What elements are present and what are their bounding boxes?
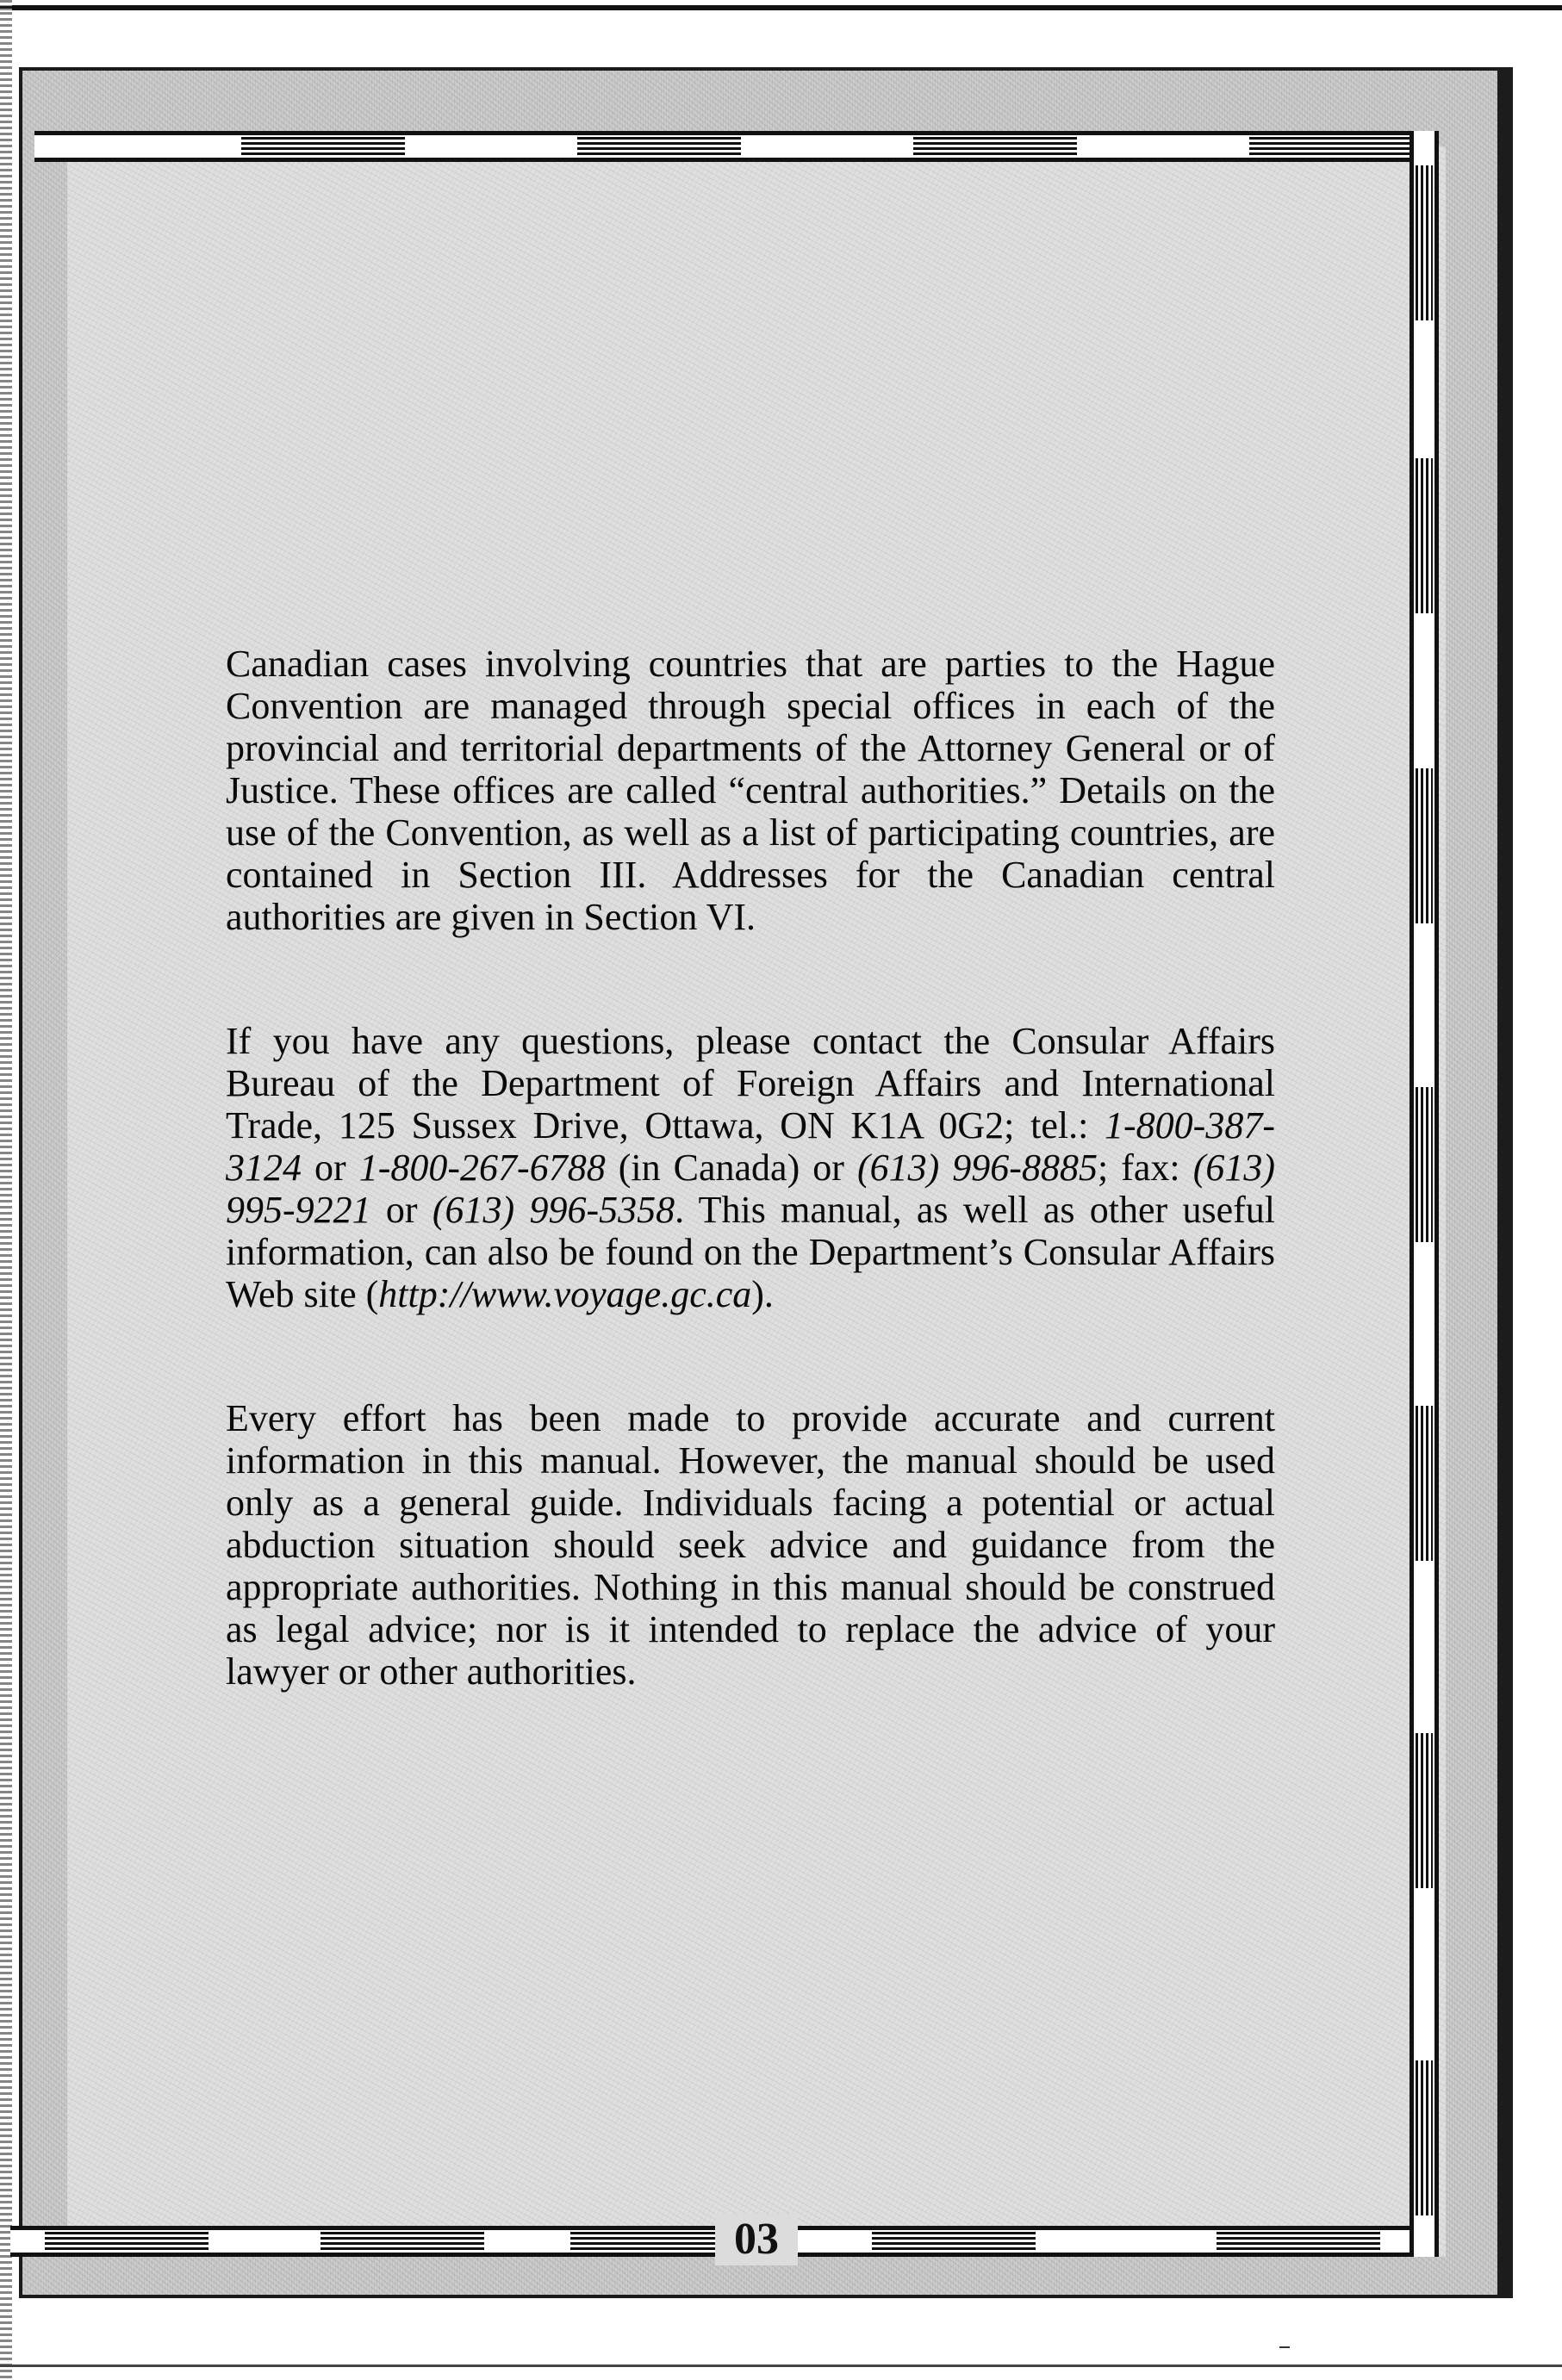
left-scan-edge (0, 0, 12, 2380)
top-border-band (34, 131, 1426, 162)
contact-text: If you have any questions, please contact the Consular Affairs Bureau of the Department of Foreign Affairs and International Trade, 125 Sussex Drive, Ottawa, ON K1A 0G2; tel.: (226, 1020, 1275, 1147)
contact-text: (in Canada) or (605, 1147, 857, 1189)
paragraph-central-authorities: Canadian cases involving countries that are parties to the Hague Convention are managed through special offices in each of the provincial and territorial departments of the Attorney General or of Justice. These offices are called “central authorities.” Details on the use of the Convention, as well as a list of participating countries, are contained in Section III. Addresses for the Canadian central authorities are given in Section VI. (226, 643, 1275, 938)
contact-text: or (370, 1189, 433, 1231)
band-segment (1416, 1406, 1433, 1561)
band-segment (1416, 458, 1433, 613)
fax-number-2: (613) 996-5358 (432, 1189, 675, 1231)
page-number: 03 (715, 2214, 798, 2265)
band-segment (1416, 1733, 1433, 1888)
website-url: http://www.voyage.gc.ca (378, 1273, 752, 1315)
top-edge-rule (0, 5, 1562, 10)
toll-free-phone-1: 1-800-387-3124 (226, 1104, 1275, 1189)
scan-mark (1279, 2346, 1290, 2348)
contact-text: ; fax: (1097, 1147, 1193, 1189)
band-segment (1217, 2232, 1380, 2251)
band-segment (1416, 165, 1433, 320)
band-segment (913, 137, 1077, 156)
band-segment (320, 2232, 484, 2251)
band-segment (241, 137, 405, 156)
local-phone: (613) 996-8885 (856, 1147, 1098, 1189)
bottom-edge-rule (0, 2364, 1562, 2367)
right-border-band (1410, 131, 1439, 2257)
contact-text: or (302, 1147, 359, 1189)
contact-text: ). (751, 1273, 774, 1315)
band-segment (872, 2232, 1036, 2251)
contact-text: . This manual, as well as other useful information, can also be found on the Department’s Consular Affairs Web site ( (226, 1189, 1276, 1315)
band-segment (1416, 2060, 1433, 2215)
toll-free-phone-2: 1-800-267-6788 (358, 1147, 606, 1189)
band-segment (570, 2232, 734, 2251)
right-shadow-bar (1497, 67, 1513, 2298)
paragraph-contact-information (226, 1020, 1275, 1315)
band-segment (1249, 137, 1413, 156)
paragraph-disclaimer: Every effort has been made to provide accurate and current information in this manual. However, the manual should be used only as a general guide. Individuals facing a potential or actual abduction situation should seek advice and guidance from the appropriate authorities. Nothing in this manual should be construed as legal advice; nor is it intended to replace the advice of your lawyer or other authorities. (226, 1397, 1275, 1693)
band-segment (1416, 768, 1433, 923)
band-segment (1416, 1087, 1433, 1242)
band-segment (45, 2232, 208, 2251)
fax-number-1: (613) 995-9221 (226, 1147, 1275, 1231)
band-segment (577, 137, 741, 156)
